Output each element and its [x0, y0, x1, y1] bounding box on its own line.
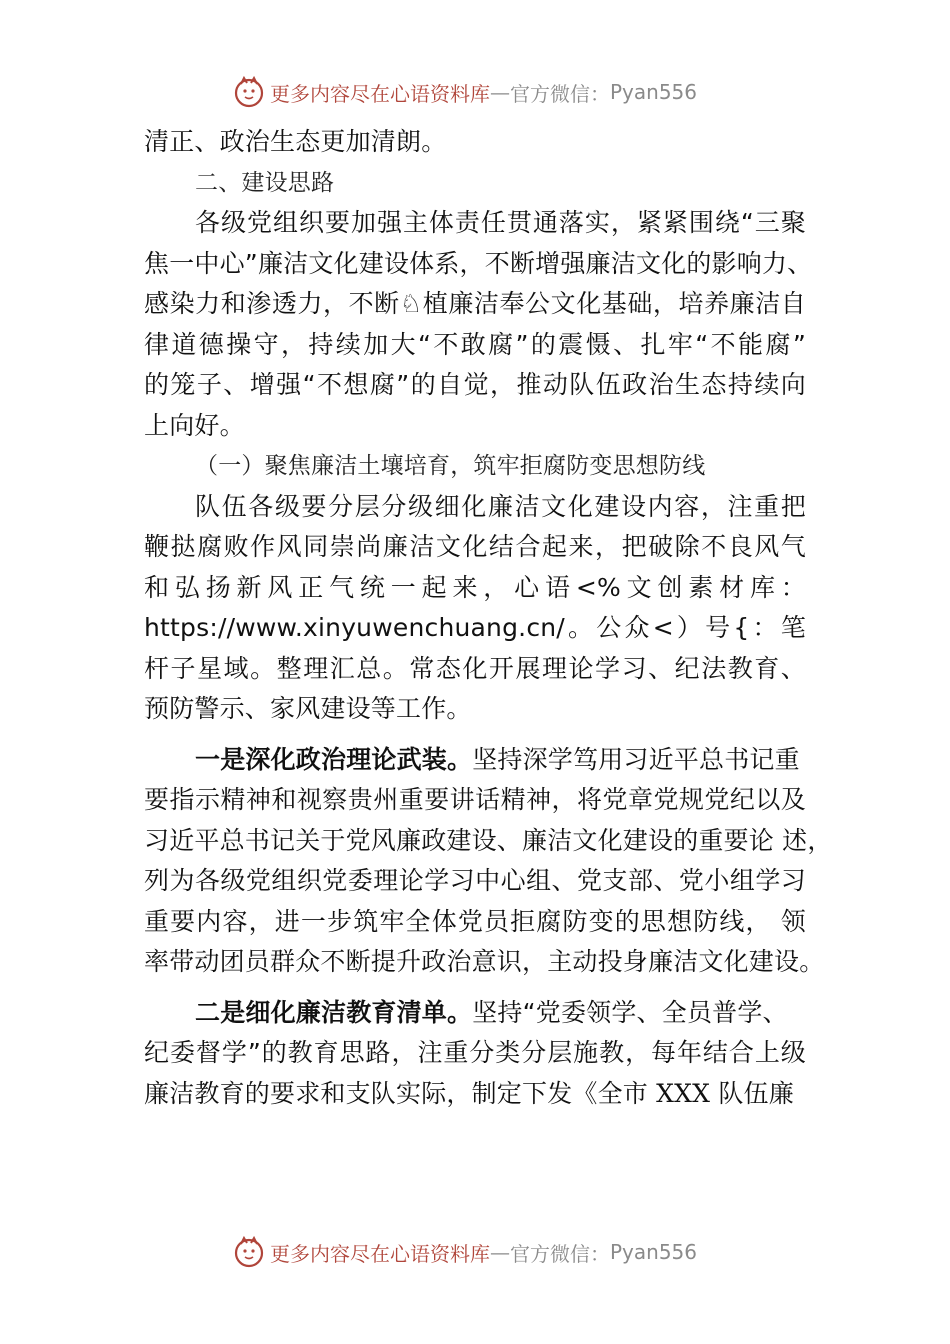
paragraph-line: 习近平总书记关于党风廉政建设、廉洁文化建设的重要论 述，: [144, 825, 833, 855]
wechat-id: Pyan556: [610, 1240, 698, 1264]
cat-logo-icon: [232, 1235, 266, 1269]
paragraph-line: 队伍各级要分层分级细化廉洁文化建设内容，注重把: [195, 491, 806, 521]
paragraph-line: 要指示精神和视察贵州重要讲话精神，将党章党规党纪以及: [144, 785, 806, 814]
subsection-heading: （一）聚焦廉洁土壤培育，筑牢拒腐防变思想防线: [195, 453, 706, 479]
document-body: [144, 122, 833, 1114]
banner-dash: —: [490, 80, 510, 104]
text-line: 清正、政治生态更加清朗。: [144, 127, 447, 156]
paragraph-line: [144, 740, 814, 781]
paragraph-text: 廉洁教育的要求和支队实际，制定下发《全市: [144, 1078, 649, 1108]
paragraph-line: 鞭挞腐败作风同崇尚廉洁文化结合起来，把破除不良风气: [144, 532, 806, 561]
paragraph-line: 重要内容，进一步筑牢全体党员拒腐防变的思想防线， 领: [144, 906, 806, 936]
header-watermark: [232, 72, 697, 112]
paragraph-line: 的笼子、增强“不想腐”的自觉，推动队伍政治生态持续向: [144, 370, 806, 399]
contact-label: 官方微信：: [510, 81, 610, 106]
placeholder-text: XXX: [648, 1078, 719, 1108]
paragraph-line: 感染力和渗透力，不断♘植廉洁奉公文化基础，培养廉洁自: [144, 289, 806, 318]
footer-watermark: [232, 1232, 697, 1272]
paragraph-text: 队伍廉: [718, 1078, 794, 1108]
paragraph-line: 焦一中心”廉洁文化建设体系，不断增强廉洁文化的影响力、: [144, 248, 813, 278]
paragraph-line: 杆子星域。整理汇总。常态化开展理论学习、纪法教育、: [144, 653, 806, 683]
paragraph-line: 律道德操守，持续加大“不敢腐”的震慑、扎牢“不能腐”: [144, 329, 806, 359]
paragraph-text: 坚持“党委领学、全员普学、: [472, 997, 788, 1027]
key-point-title: 一是深化政治理论武装。: [195, 744, 473, 774]
banner-dash: —: [490, 1240, 510, 1264]
cat-logo-icon: [232, 75, 266, 109]
paragraph-line: 和弘扬新风正气统一起来，心语<%文创素材库：: [144, 572, 806, 602]
wechat-id: Pyan556: [610, 80, 698, 104]
paragraph-line: 率带动团员群众不断提升政治意识，主动投身廉洁文化建设。: [144, 947, 825, 976]
paragraph-line: [144, 993, 814, 1034]
brand-name: 更多内容尽在心语资料库: [270, 81, 490, 106]
key-point-title: 二是细化廉洁教育清单。: [195, 997, 473, 1027]
brand-name: 更多内容尽在心语资料库: [270, 1241, 490, 1266]
paragraph-line: 列为各级党组织党委理论学习中心组、党支部、党小组学习: [144, 866, 806, 895]
paragraph-line: 上向好。: [144, 410, 245, 440]
contact-label: 官方微信：: [510, 1241, 610, 1266]
section-heading: 二、建设思路: [195, 169, 335, 196]
paragraph-text: 坚持深学笃用习近平总书记重: [472, 744, 800, 774]
paragraph-line: 纪委督学”的教育思路，注重分类分层施教，每年结合上级: [144, 1038, 806, 1067]
paragraph-line: 预防警示、家风建设等工作。: [144, 694, 472, 723]
paragraph-line: https://www.xinyuwenchuang.cn/。公众<）号{：笔: [144, 613, 806, 642]
paragraph-line: [144, 1074, 814, 1115]
paragraph-line: 各级党组织要加强主体责任贯通落实，紧紧围绕“三聚: [195, 208, 806, 237]
